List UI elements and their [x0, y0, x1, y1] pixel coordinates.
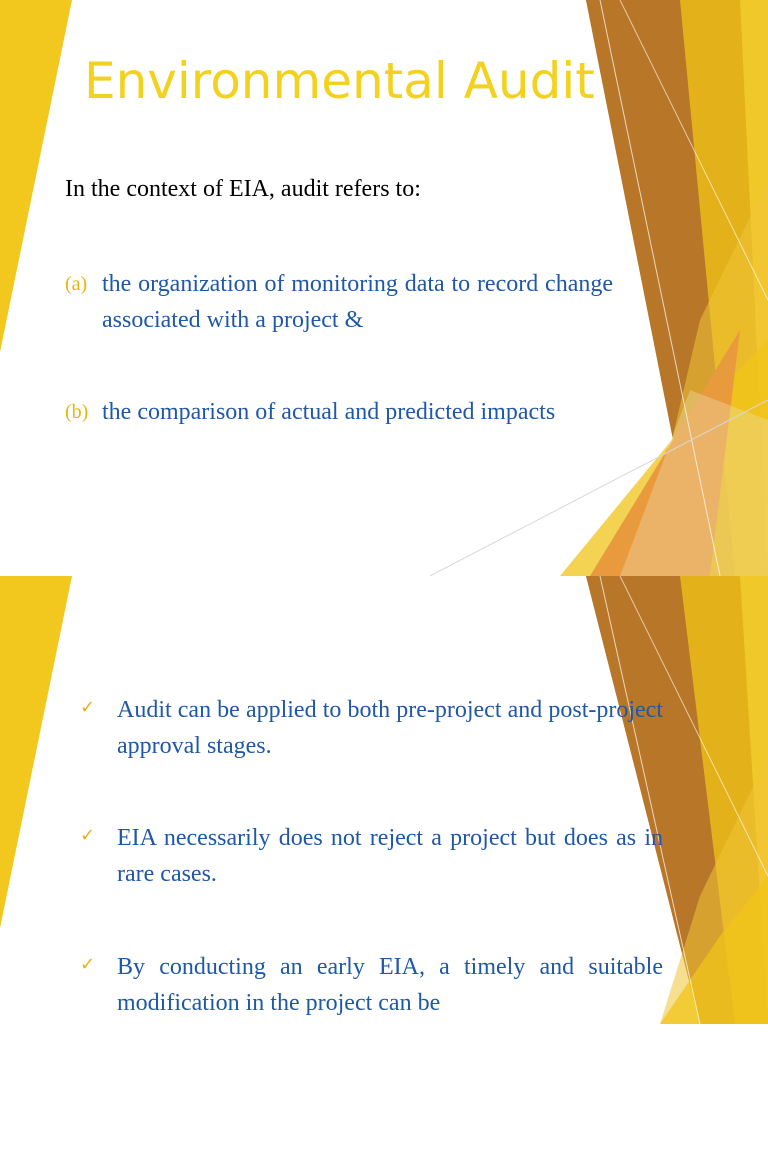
bullet-item: [80, 692, 663, 764]
list-marker: (b): [65, 401, 89, 423]
intro-text: In the context of EIA, audit refers to:: [65, 176, 421, 202]
list-item: [65, 394, 613, 430]
slide-title: Environmental Audit: [84, 52, 595, 110]
check-icon: ✓: [80, 697, 96, 718]
bullet-item: [80, 949, 663, 1021]
bullet-text: By conducting an early EIA, a timely and suitable modification in the project can be: [117, 954, 663, 1016]
list-item-text: the organization of monitoring data to record change associated with a project &: [102, 271, 613, 333]
left-yellow-shape: [0, 0, 72, 352]
left-yellow-shape: [0, 576, 72, 928]
check-icon: ✓: [80, 825, 96, 846]
bullet-text: Audit can be applied to both pre-project and post-project approval stages.: [117, 697, 663, 759]
list-item-text: the comparison of actual and predicted impacts: [102, 399, 556, 425]
list-item: [65, 266, 613, 338]
bullet-text: EIA necessarily does not reject a project but does as in rare cases.: [117, 825, 663, 887]
check-icon: ✓: [80, 954, 96, 975]
list-marker: (a): [65, 273, 88, 295]
bullet-item: [80, 820, 663, 892]
slide-2: [0, 576, 768, 1152]
